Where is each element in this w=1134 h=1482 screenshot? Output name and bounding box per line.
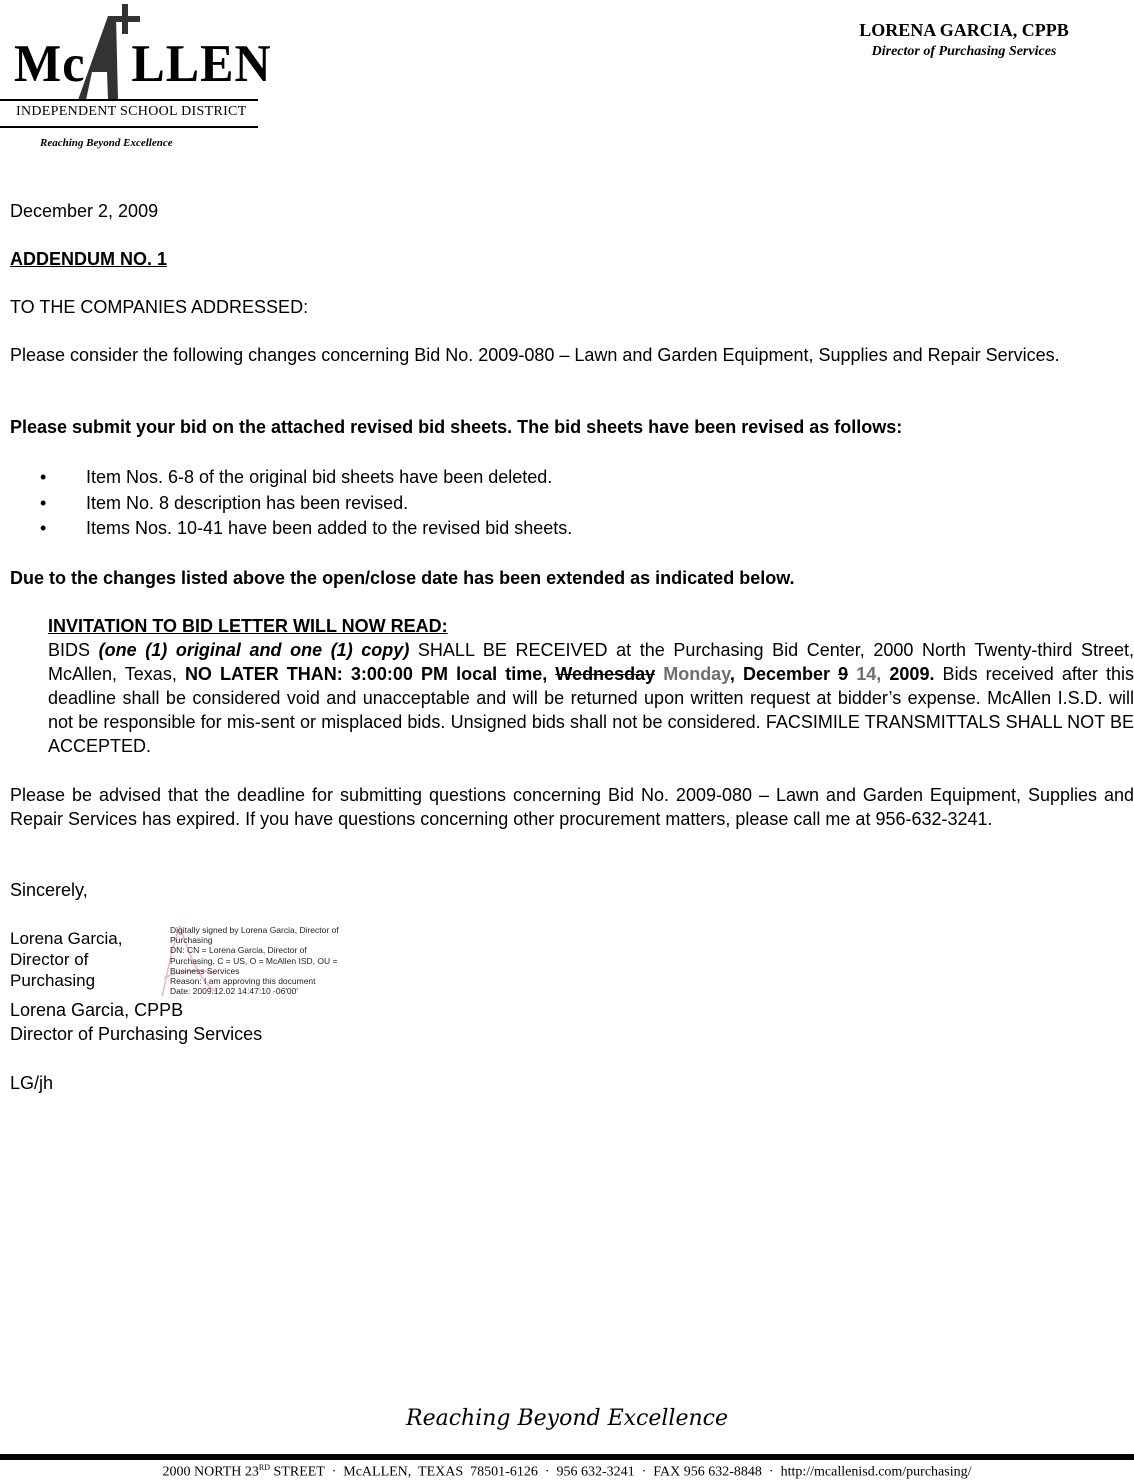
signer-title: Director of Purchasing Services bbox=[10, 1024, 263, 1044]
signature-name-block: Lorena Garcia, Director of Purchasing bbox=[10, 929, 123, 990]
header-title: Director of Purchasing Services bbox=[871, 44, 1057, 59]
deleted-day: Wednesday bbox=[555, 664, 656, 684]
logo-tagline: Reaching Beyond Excellence bbox=[40, 137, 173, 149]
extension-note: Due to the changes listed above the open/close date has been extended as indicated below. bbox=[10, 568, 795, 588]
instruction: Please submit your bid on the attached revised bid sheets. The bid sheets have been revised as follows: bbox=[10, 417, 903, 437]
logo-divider bbox=[0, 99, 258, 101]
letter-date: December 2, 2009 bbox=[10, 201, 159, 221]
header-name: LORENA GARCIA, CPPB bbox=[859, 20, 1069, 40]
intro-paragraph: Please consider the following changes concerning Bid No. 2009-080 – Lawn and Garden Equipment, Supplies and Repair Services. bbox=[10, 345, 1060, 365]
logo-district: INDEPENDENT SCHOOL DISTRICT bbox=[16, 104, 247, 119]
closing: Sincerely, bbox=[10, 880, 88, 900]
list-item: • Items Nos. 10-41 have been added to the revised bid sheets. bbox=[10, 516, 1134, 542]
logo-llen: LLEN bbox=[131, 33, 272, 93]
logo-divider bbox=[0, 126, 258, 128]
addendum-heading: ADDENDUM NO. 1 bbox=[10, 249, 168, 269]
deleted-date: 9 bbox=[838, 664, 849, 684]
logo-mc: Mc bbox=[14, 33, 86, 93]
footer-address: 2000 NORTH 23RD STREET · McALLEN, TEXAS 78501-6126 · 956 632-3241 · FAX 956 632-8848 · http://mcallenisd.com/purchasing/ bbox=[162, 1463, 972, 1480]
initials: LG/jh bbox=[10, 1073, 54, 1093]
footer-tagline: Reaching Beyond Excellence bbox=[406, 1406, 728, 1431]
itb-heading: INVITATION TO BID LETTER WILL NOW READ: bbox=[48, 616, 448, 636]
signer-name: Lorena Garcia, CPPB bbox=[10, 1000, 184, 1020]
digital-signature-details: Digitally signed by Lorena Garcia, Director of Purchasing DN: CN = Lorena Garcia, Director of Purchasing, C = US, O = McAllen ISD, OU = Business Services Reason: I am approving this document Date: 2009.12.02 14:47:10 -06'00' bbox=[170, 925, 339, 997]
salutation: TO THE COMPANIES ADDRESSED: bbox=[10, 297, 309, 317]
itb-paragraph: BIDS (one (1) original and one (1) copy) SHALL BE RECEIVED at the Purchasing Bid Center, 2000 North Twenty-third Street, McAllen, Texas, NO LATER THAN: 3:00:00 PM local time, Wednesday Monday, December 9 14, 2009. Bids received after this deadline shall be considered void and unacceptable and will be returned upon written request at bidder’s expense. McAllen I.S.D. will not be responsible for mis-sent or misplaced bids. Unsigned bids shall not be considered. FACSIMILE TRANSMITTALS SHALL NOT BE ACCEPTED. bbox=[48, 640, 1134, 756]
inserted-date: 14, bbox=[856, 664, 882, 684]
advisory-paragraph: Please be advised that the deadline for submitting questions concerning Bid No. 2009-080 – Lawn and Garden Equipment, Supplies and Repair Services has expired. If you have questions concerning other procurement matters, please call me at 956-632-3241. bbox=[10, 785, 1134, 829]
footer-divider bbox=[0, 1454, 1134, 1460]
revision-list bbox=[10, 465, 1134, 542]
inserted-day: Monday bbox=[663, 664, 730, 684]
list-item: • Item No. 8 description has been revised. bbox=[10, 491, 1134, 517]
list-item: • Item Nos. 6-8 of the original bid sheets have been deleted. bbox=[10, 465, 1134, 491]
